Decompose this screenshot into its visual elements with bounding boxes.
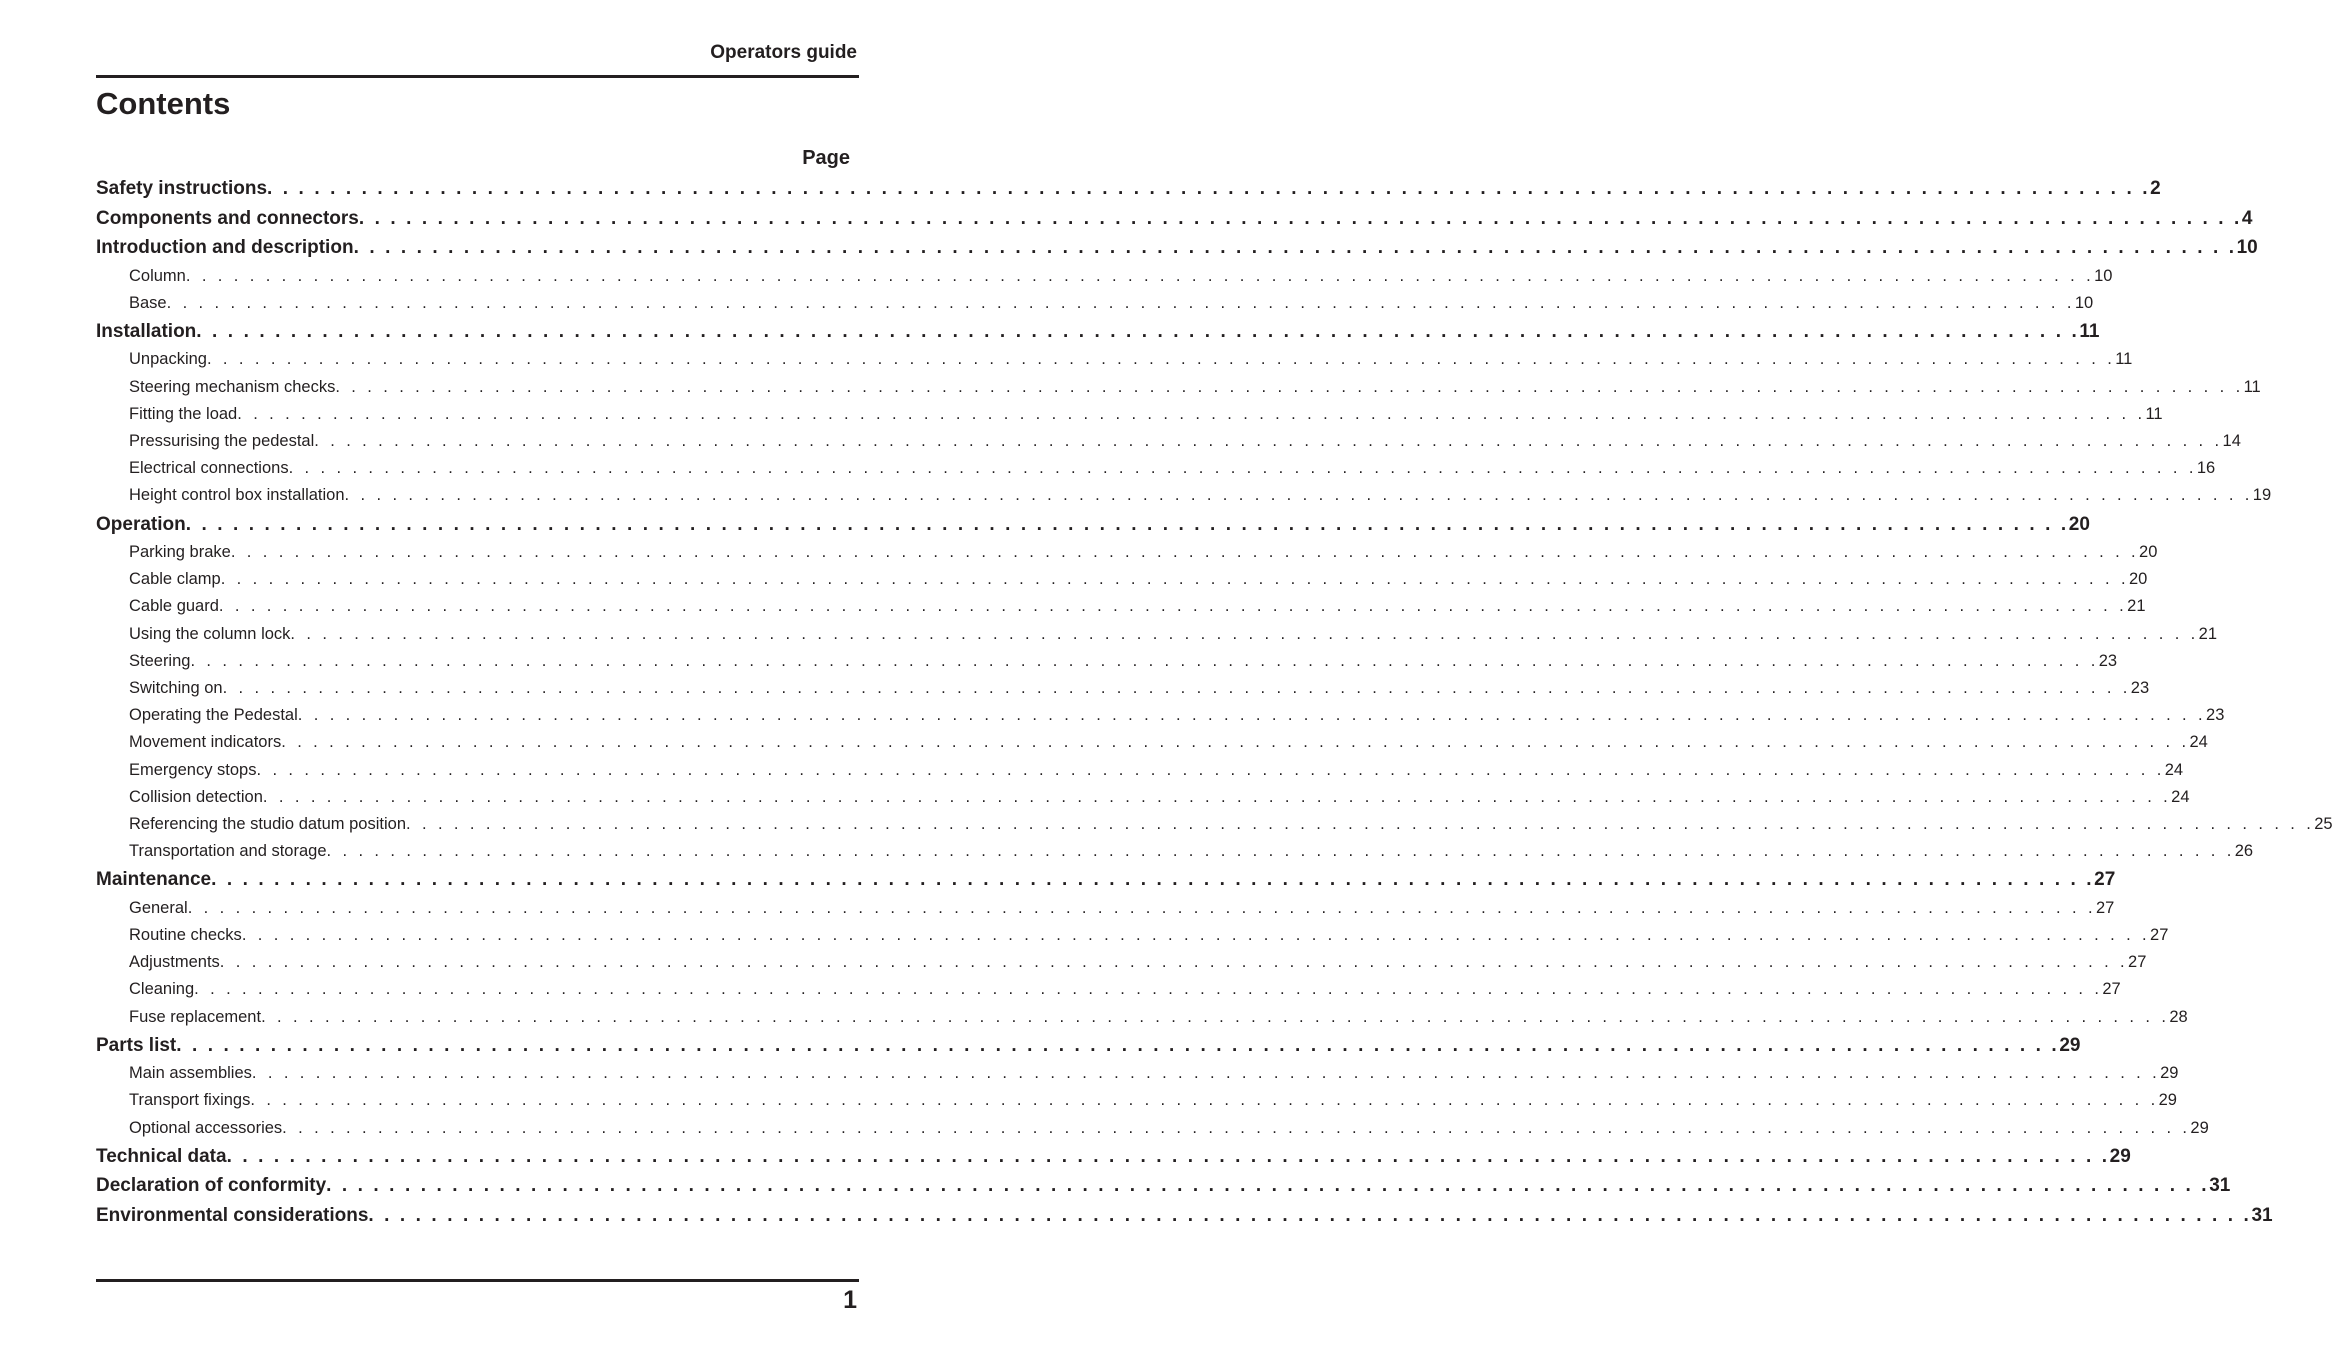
toc-entry-label: Unpacking: [129, 350, 207, 369]
toc-entry-page: 10: [2074, 293, 2094, 312]
toc-subsection-entry: [96, 675, 2150, 702]
toc-section-entry: [96, 317, 2100, 347]
toc-entry-label: Base: [129, 293, 167, 312]
dot-leader: . . . . . . . . . . . . . . . . . . . . . . . . . . . . . . . . . . . . . . . . . . . . . . . . . . . . . . . . . . . . . . . . . . . . . . . . . . . . . . . . . . . . . . . . . . . . . . . . . . . . . . . . . . . . . . . . . . . . . . . .: [185, 513, 2069, 535]
toc-section-entry: [96, 174, 2161, 204]
toc-entry-label: Column: [129, 266, 186, 285]
toc-entry-label: Steering mechanism checks: [129, 377, 336, 396]
toc-entry-page: 10: [2094, 266, 2113, 285]
toc-entry-label: Technical data: [96, 1145, 227, 1167]
toc-entry-label: Introduction and description: [96, 237, 354, 258]
toc-entry-label: Safety instructions: [96, 178, 268, 199]
dot-leader: . . . . . . . . . . . . . . . . . . . . . . . . . . . . . . . . . . . . . . . . . . . . . . . . . . . . . . . . . . . . . . . . . . . . . . . . . . . . . . . . . . . . . . . . . . . . . . . . . . . . . . . . . . . . . . . . . . . . . . . .: [261, 1007, 2170, 1026]
toc-section-entry: [96, 233, 2258, 263]
toc-subsection-entry: [96, 455, 2216, 482]
toc-section-entry: [96, 204, 2253, 234]
dot-leader: . . . . . . . . . . . . . . . . . . . . . . . . . . . . . . . . . . . . . . . . . . . . . . . . . . . . . . . . . . . . . . . . . . . . . . . . . . . . . . . . . . . . . . . . . . . . . . . . . . . . . . . . . . . . . . . . . . . . . . . .: [196, 320, 2080, 342]
dot-leader: . . . . . . . . . . . . . . . . . . . . . . . . . . . . . . . . . . . . . . . . . . . . . . . . . . . . . . . . . . . . . . . . . . . . . . . . . . . . . . . . . . . . . . . . . . . . . . . . . . . . . . . . . . . . . . . . . . . . . . . .: [166, 293, 2075, 312]
toc-entry-page: 24: [2189, 733, 2208, 752]
dot-leader: . . . . . . . . . . . . . . . . . . . . . . . . . . . . . . . . . . . . . . . . . . . . . . . . . . . . . . . . . . . . . . . . . . . . . . . . . . . . . . . . . . . . . . . . . . . . . . . . . . . . . . . . . . . . . . . . . . . . . . . .: [406, 814, 2315, 833]
toc-subsection-entry: [96, 621, 2218, 648]
toc-entry-page: 20: [2139, 543, 2158, 561]
toc-entry-label: Switching on: [129, 678, 223, 697]
page-number: 1: [843, 1286, 857, 1314]
toc-section-entry: [96, 510, 2090, 540]
toc-entry-label: Electrical connections: [129, 459, 289, 478]
dot-leader: . . . . . . . . . . . . . . . . . . . . . . . . . . . . . . . . . . . . . . . . . . . . . . . . . . . . . . . . . . . . . . . . . . . . . . . . . . . . . . . . . . . . . . . . . . . . . . . . . . . . . . . . . . . . . . . . . . . . . . . .: [185, 266, 2095, 285]
dot-leader: . . . . . . . . . . . . . . . . . . . . . . . . . . . . . . . . . . . . . . . . . . . . . . . . . . . . . . . . . . . . . . . . . . . . . . . . . . . . . . . . . . . . . . . . . . . . . . . . . . . . . . . . . . . . . . . . . . . . . . . .: [220, 570, 2129, 589]
toc-entry-label: Parts list: [96, 1034, 177, 1056]
dot-leader: . . . . . . . . . . . . . . . . . . . . . . . . . . . . . . . . . . . . . . . . . . . . . . . . . . . . . . . . . . . . . . . . . . . . . . . . . . . . . . . . . . . . . . . . . . . . . . . . . . . . . . . . . . . . . . . . . . . . . . . .: [251, 1064, 2161, 1083]
toc-subsection-entry: [96, 428, 2241, 455]
toc-entry-page: 11: [2079, 320, 2100, 342]
toc-entry-page: 23: [2206, 706, 2225, 725]
top-rule: [96, 75, 859, 78]
toc-entry-page: 21: [2198, 624, 2218, 643]
dot-leader: . . . . . . . . . . . . . . . . . . . . . . . . . . . . . . . . . . . . . . . . . . . . . . . . . . . . . . . . . . . . . . . . . . . . . . . . . . . . . . . . . . . . . . . . . . . . . . . . . . . . . . . . . . . . . . . . . . . . . . . .: [190, 651, 2099, 670]
table-of-contents: [96, 174, 2333, 1230]
toc-subsection-entry: [96, 838, 2254, 865]
toc-entry-page: 10: [2236, 237, 2258, 258]
toc-subsection-entry: [96, 1004, 2188, 1031]
bottom-rule: [96, 1279, 859, 1282]
toc-entry-label: Declaration of conformity: [96, 1175, 327, 1197]
toc-entry-label: Maintenance: [96, 869, 212, 891]
dot-leader: . . . . . . . . . . . . . . . . . . . . . . . . . . . . . . . . . . . . . . . . . . . . . . . . . . . . . . . . . . . . . . . . . . . . . . . . . . . . . . . . . . . . . . . . . . . . . . . . . . . . . . . . . . . . . . . . . . . . . . . .: [290, 624, 2199, 643]
dot-leader: . . . . . . . . . . . . . . . . . . . . . . . . . . . . . . . . . . . . . . . . . . . . . . . . . . . . . . . . . . . . . . . . . . . . . . . . . . . . . . . . . . . . . . . . . . . . . . . . . . . . . . . . . . . . . . . . . . . . . . . .: [282, 1118, 2191, 1137]
toc-entry-label: Referencing the studio datum position: [129, 814, 407, 833]
toc-entry-label: Pressurising the pedestal: [129, 431, 315, 450]
toc-entry-label: Fitting the load: [129, 404, 238, 423]
dot-leader: . . . . . . . . . . . . . . . . . . . . . . . . . . . . . . . . . . . . . . . . . . . . . . . . . . . . . . . . . . . . . . . . . . . . . . . . . . . . . . . . . . . . . . . . . . . . . . . . . . . . . . . . . . . . . . . . . . . . . . . .: [176, 1034, 2060, 1056]
toc-entry-label: Main assemblies: [129, 1064, 252, 1083]
toc-subsection-entry: [96, 1087, 2177, 1114]
dot-leader: . . . . . . . . . . . . . . . . . . . . . . . . . . . . . . . . . . . . . . . . . . . . . . . . . . . . . . . . . . . . . . . . . . . . . . . . . . . . . . . . . . . . . . . . . . . . . . . . . . . . . . . . . . . . . . . . . . . . . . . .: [314, 431, 2223, 450]
toc-subsection-entry: [96, 401, 2163, 428]
toc-subsection-entry: [96, 593, 2146, 620]
toc-entry-page: 23: [2098, 651, 2118, 670]
toc-subsection-entry: [96, 976, 2121, 1003]
dot-leader: . . . . . . . . . . . . . . . . . . . . . . . . . . . . . . . . . . . . . . . . . . . . . . . . . . . . . . . . . . . . . . . . . . . . . . . . . . . . . . . . . . . . . . . . . . . . . . . . . . . . . . . . . . . . . . . . . . . . . . . .: [237, 404, 2146, 423]
toc-entry-label: Transport fixings: [129, 1091, 251, 1110]
dot-leader: . . . . . . . . . . . . . . . . . . . . . . . . . . . . . . . . . . . . . . . . . . . . . . . . . . . . . . . . . . . . . . . . . . . . . . . . . . . . . . . . . . . . . . . . . . . . . . . . . . . . . . . . . . . . . . . . . . . . . . . .: [219, 953, 2129, 972]
toc-subsection-entry: [96, 566, 2148, 593]
toc-entry-page: 29: [2190, 1118, 2209, 1137]
toc-entry-page: 27: [2128, 953, 2147, 972]
toc-subsection-entry: [96, 811, 2333, 838]
toc-entry-label: Parking brake: [129, 543, 231, 561]
toc-section-entry: [96, 1171, 2231, 1201]
toc-entry-label: Environmental considerations: [96, 1204, 369, 1226]
toc-entry-page: 29: [2059, 1034, 2081, 1056]
toc-entry-page: 24: [2171, 787, 2190, 806]
toc-entry-page: 31: [2209, 1175, 2231, 1197]
toc-entry-page: 20: [2128, 570, 2148, 589]
dot-leader: . . . . . . . . . . . . . . . . . . . . . . . . . . . . . . . . . . . . . . . . . . . . . . . . . . . . . . . . . . . . . . . . . . . . . . . . . . . . . . . . . . . . . . . . . . . . . . . . . . . . . . . . . . . . . . . . . . . . . . . .: [353, 237, 2237, 258]
dot-leader: . . . . . . . . . . . . . . . . . . . . . . . . . . . . . . . . . . . . . . . . . . . . . . . . . . . . . . . . . . . . . . . . . . . . . . . . . . . . . . . . . . . . . . . . . . . . . . . . . . . . . . . . . . . . . . . . . . . . . . . .: [187, 898, 2096, 917]
toc-subsection-entry: [96, 1115, 2209, 1142]
toc-subsection-entry: [96, 784, 2190, 811]
page-column-heading: Page: [802, 147, 850, 169]
toc-entry-page: 27: [2102, 980, 2121, 999]
dot-leader: . . . . . . . . . . . . . . . . . . . . . . . . . . . . . . . . . . . . . . . . . . . . . . . . . . . . . . . . . . . . . . . . . . . . . . . . . . . . . . . . . . . . . . . . . . . . . . . . . . . . . . . . . . . . . . . . . . . . . . . .: [344, 486, 2253, 505]
toc-entry-label: Transportation and storage: [129, 842, 327, 861]
dot-leader: . . . . . . . . . . . . . . . . . . . . . . . . . . . . . . . . . . . . . . . . . . . . . . . . . . . . . . . . . . . . . . . . . . . . . . . . . . . . . . . . . . . . . . . . . . . . . . . . . . . . . . . . . . . . . . . . . . . . . . . .: [222, 678, 2131, 697]
toc-entry-page: 23: [2130, 678, 2150, 697]
toc-entry-page: 21: [2127, 597, 2146, 616]
toc-entry-label: Height control box installation: [129, 486, 345, 505]
toc-entry-label: Installation: [96, 320, 197, 342]
toc-subsection-entry: [96, 729, 2208, 756]
toc-subsection-entry: [96, 757, 2184, 784]
dot-leader: . . . . . . . . . . . . . . . . . . . . . . . . . . . . . . . . . . . . . . . . . . . . . . . . . . . . . . . . . . . . . . . . . . . . . . . . . . . . . . . . . . . . . . . . . . . . . . . . . . . . . . . . . . . . . . . . . . . . . . . .: [267, 178, 2151, 199]
toc-entry-label: Collision detection: [129, 787, 263, 806]
toc-entry-label: Operating the Pedestal: [129, 706, 298, 725]
toc-subsection-entry: [96, 1060, 2179, 1087]
toc-entry-label: Adjustments: [129, 953, 220, 972]
toc-entry-label: Using the column lock: [129, 624, 291, 643]
toc-section-entry: [96, 1201, 2273, 1231]
toc-entry-label: Steering: [129, 651, 191, 670]
dot-leader: . . . . . . . . . . . . . . . . . . . . . . . . . . . . . . . . . . . . . . . . . . . . . . . . . . . . . . . . . . . . . . . . . . . . . . . . . . . . . . . . . . . . . . . . . . . . . . . . . . . . . . . . . . . . . . . . . . . . . . . .: [262, 787, 2172, 806]
dot-leader: . . . . . . . . . . . . . . . . . . . . . . . . . . . . . . . . . . . . . . . . . . . . . . . . . . . . . . . . . . . . . . . . . . . . . . . . . . . . . . . . . . . . . . . . . . . . . . . . . . . . . . . . . . . . . . . . . . . . . . . .: [326, 1175, 2210, 1197]
toc-entry-page: 29: [2109, 1145, 2131, 1167]
toc-subsection-entry: [96, 895, 2115, 922]
toc-subsection-entry: [96, 346, 2133, 373]
toc-subsection-entry: [96, 949, 2147, 976]
toc-entry-page: 27: [2094, 869, 2116, 891]
toc-entry-page: 16: [2196, 459, 2216, 478]
dot-leader: . . . . . . . . . . . . . . . . . . . . . . . . . . . . . . . . . . . . . . . . . . . . . . . . . . . . . . . . . . . . . . . . . . . . . . . . . . . . . . . . . . . . . . . . . . . . . . . . . . . . . . . . . . . . . . . . . . . . . . . .: [250, 1091, 2159, 1110]
toc-entry-page: 27: [2095, 898, 2115, 917]
dot-leader: . . . . . . . . . . . . . . . . . . . . . . . . . . . . . . . . . . . . . . . . . . . . . . . . . . . . . . . . . . . . . . . . . . . . . . . . . . . . . . . . . . . . . . . . . . . . . . . . . . . . . . . . . . . . . . . . . . . . . . . .: [297, 706, 2207, 725]
dot-leader: . . . . . . . . . . . . . . . . . . . . . . . . . . . . . . . . . . . . . . . . . . . . . . . . . . . . . . . . . . . . . . . . . . . . . . . . . . . . . . . . . . . . . . . . . . . . . . . . . . . . . . . . . . . . . . . . . . . . . . . .: [206, 350, 2116, 369]
toc-entry-page: 19: [2252, 486, 2272, 505]
dot-leader: . . . . . . . . . . . . . . . . . . . . . . . . . . . . . . . . . . . . . . . . . . . . . . . . . . . . . . . . . . . . . . . . . . . . . . . . . . . . . . . . . . . . . . . . . . . . . . . . . . . . . . . . . . . . . . . . . . . . . . . .: [368, 1204, 2252, 1226]
toc-entry-page: 31: [2251, 1204, 2273, 1226]
toc-entry-page: 24: [2164, 760, 2184, 779]
page-title: Contents: [96, 86, 231, 121]
dot-leader: . . . . . . . . . . . . . . . . . . . . . . . . . . . . . . . . . . . . . . . . . . . . . . . . . . . . . . . . . . . . . . . . . . . . . . . . . . . . . . . . . . . . . . . . . . . . . . . . . . . . . . . . . . . . . . . . . . . . . . . .: [194, 980, 2103, 999]
toc-subsection-entry: [96, 482, 2272, 509]
toc-entry-label: Operation: [96, 513, 186, 535]
toc-entry-page: 28: [2169, 1007, 2188, 1026]
toc-subsection-entry: [96, 648, 2118, 675]
dot-leader: . . . . . . . . . . . . . . . . . . . . . . . . . . . . . . . . . . . . . . . . . . . . . . . . . . . . . . . . . . . . . . . . . . . . . . . . . . . . . . . . . . . . . . . . . . . . . . . . . . . . . . . . . . . . . . . . . . . . . . . .: [281, 733, 2190, 752]
toc-entry-page: 26: [2234, 842, 2254, 861]
toc-entry-label: Movement indicators: [129, 733, 282, 752]
dot-leader: . . . . . . . . . . . . . . . . . . . . . . . . . . . . . . . . . . . . . . . . . . . . . . . . . . . . . . . . . . . . . . . . . . . . . . . . . . . . . . . . . . . . . . . . . . . . . . . . . . . . . . . . . . . . . . . . . . . . . . . .: [226, 1145, 2110, 1167]
toc-entry-label: Components and connectors: [96, 207, 359, 229]
toc-entry-page: 29: [2158, 1091, 2177, 1110]
toc-entry-page: 2: [2150, 178, 2161, 199]
toc-entry-page: 25: [2314, 814, 2333, 833]
dot-leader: . . . . . . . . . . . . . . . . . . . . . . . . . . . . . . . . . . . . . . . . . . . . . . . . . . . . . . . . . . . . . . . . . . . . . . . . . . . . . . . . . . . . . . . . . . . . . . . . . . . . . . . . . . . . . . . . . . . . . . . .: [358, 207, 2242, 229]
dot-leader: . . . . . . . . . . . . . . . . . . . . . . . . . . . . . . . . . . . . . . . . . . . . . . . . . . . . . . . . . . . . . . . . . . . . . . . . . . . . . . . . . . . . . . . . . . . . . . . . . . . . . . . . . . . . . . . . . . . . . . . .: [326, 842, 2235, 861]
toc-entry-page: 4: [2241, 207, 2253, 229]
toc-entry-label: Cable clamp: [129, 570, 221, 589]
toc-entry-page: 29: [2160, 1064, 2179, 1083]
dot-leader: . . . . . . . . . . . . . . . . . . . . . . . . . . . . . . . . . . . . . . . . . . . . . . . . . . . . . . . . . . . . . . . . . . . . . . . . . . . . . . . . . . . . . . . . . . . . . . . . . . . . . . . . . . . . . . . . . . . . . . . .: [288, 459, 2197, 478]
toc-entry-label: Cable guard: [129, 597, 219, 616]
toc-subsection-entry: [96, 539, 2158, 566]
toc-entry-page: 11: [2145, 404, 2163, 423]
toc-entry-page: 14: [2222, 431, 2241, 450]
dot-leader: . . . . . . . . . . . . . . . . . . . . . . . . . . . . . . . . . . . . . . . . . . . . . . . . . . . . . . . . . . . . . . . . . . . . . . . . . . . . . . . . . . . . . . . . . . . . . . . . . . . . . . . . . . . . . . . . . . . . . . . .: [256, 760, 2165, 779]
dot-leader: . . . . . . . . . . . . . . . . . . . . . . . . . . . . . . . . . . . . . . . . . . . . . . . . . . . . . . . . . . . . . . . . . . . . . . . . . . . . . . . . . . . . . . . . . . . . . . . . . . . . . . . . . . . . . . . . . . . . . . . .: [241, 925, 2151, 944]
toc-entry-page: 20: [2068, 513, 2090, 535]
toc-entry-label: Cleaning: [129, 980, 195, 999]
toc-entry-page: 11: [2115, 350, 2133, 369]
dot-leader: . . . . . . . . . . . . . . . . . . . . . . . . . . . . . . . . . . . . . . . . . . . . . . . . . . . . . . . . . . . . . . . . . . . . . . . . . . . . . . . . . . . . . . . . . . . . . . . . . . . . . . . . . . . . . . . . . . . . . . . .: [230, 543, 2140, 561]
dot-leader: . . . . . . . . . . . . . . . . . . . . . . . . . . . . . . . . . . . . . . . . . . . . . . . . . . . . . . . . . . . . . . . . . . . . . . . . . . . . . . . . . . . . . . . . . . . . . . . . . . . . . . . . . . . . . . . . . . . . . . . .: [218, 597, 2128, 616]
toc-subsection-entry: [96, 263, 2113, 290]
toc-subsection-entry: [96, 290, 2094, 317]
toc-entry-label: Routine checks: [129, 925, 242, 944]
toc-section-entry: [96, 1142, 2131, 1172]
toc-subsection-entry: [96, 702, 2225, 729]
toc-entry-label: Optional accessories: [129, 1118, 283, 1137]
toc-entry-label: Fuse replacement: [129, 1007, 262, 1026]
toc-entry-page: 27: [2150, 925, 2169, 944]
toc-subsection-entry: [96, 922, 2169, 949]
dot-leader: . . . . . . . . . . . . . . . . . . . . . . . . . . . . . . . . . . . . . . . . . . . . . . . . . . . . . . . . . . . . . . . . . . . . . . . . . . . . . . . . . . . . . . . . . . . . . . . . . . . . . . . . . . . . . . . . . . . . . . . .: [335, 377, 2244, 396]
toc-entry-page: 11: [2243, 377, 2261, 396]
toc-section-entry: [96, 865, 2116, 895]
toc-subsection-entry: [96, 374, 2261, 401]
toc-entry-label: Emergency stops: [129, 760, 257, 779]
toc-section-entry: [96, 1031, 2081, 1061]
dot-leader: . . . . . . . . . . . . . . . . . . . . . . . . . . . . . . . . . . . . . . . . . . . . . . . . . . . . . . . . . . . . . . . . . . . . . . . . . . . . . . . . . . . . . . . . . . . . . . . . . . . . . . . . . . . . . . . . . . . . . . . .: [211, 869, 2095, 891]
toc-entry-label: General: [129, 898, 188, 917]
running-head: Operators guide: [710, 42, 857, 63]
